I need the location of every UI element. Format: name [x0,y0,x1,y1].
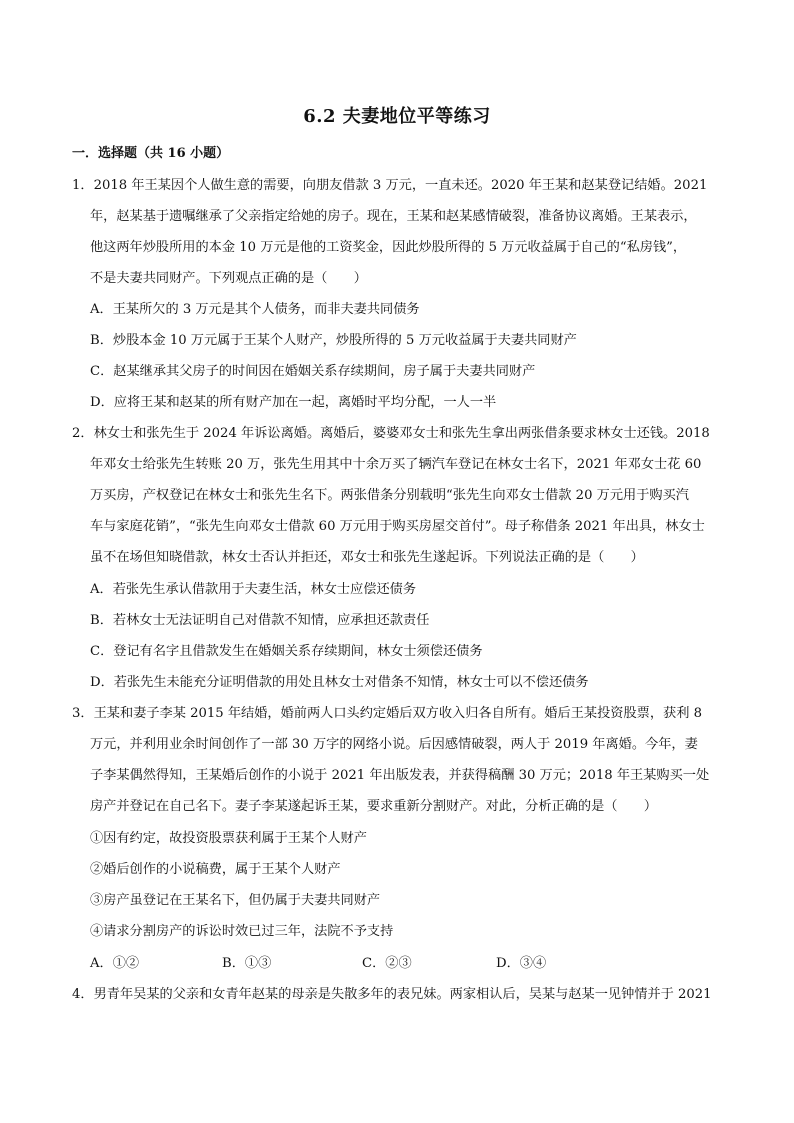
question-3-line-4: 房产并登记在自己名下。妻子李某遂起诉王某，要求重新分割财产。对此，分析正确的是（ ） [90,799,658,814]
question-3-statement-1: ①因有约定，故投资股票获利属于王某个人财产 [90,831,367,846]
question-1-line-4: 不是夫妻共同财产。下列观点正确的是（ ） [90,271,367,286]
question-3-statement-2: ②婚后创作的小说稿费，属于王某个人财产 [90,862,341,877]
question-2-line-4: 车与家庭花销”，“张先生向邓女士借款 60 万元用于购买房屋交首付”。母子称借条 2021 年出具，林女士 [90,519,705,534]
question-2-line-1: 2．林女士和张先生于 2024 年诉讼离婚。离婚后，婆婆邓女士和张先生拿出两张借条要求林女士还钱。2018 [72,426,710,441]
question-1-option-d: D．应将王某和赵某的所有财产加在一起，离婚时平均分配，一人一半 [90,395,497,410]
question-3-line-3: 子李某偶然得知，王某婚后创作的小说于 2021 年出版发表，并获得稿酬 30 万元；2018 年王某购买一处 [90,768,710,783]
question-2-option-b: B．若林女士无法证明自己对借款不知情，应承担还款责任 [90,613,430,628]
question-1-line-1: 1．2018 年王某因个人做生意的需要，向朋友借款 3 万元，一直未还。2020 年王某和赵某登记结婚。2021 [72,178,708,193]
question-3-statement-3: ③房产虽登记在王某名下，但仍属于夫妻共同财产 [90,893,381,908]
question-3-options-row [90,954,650,976]
question-1-option-b: B．炒股本金 10 万元属于王某个人财产，炒股所得的 5 万元收益属于夫妻共同财产 [90,333,577,348]
question-2-line-5: 虽不在场但知晓借款，林女士否认并拒还，邓女士和张先生遂起诉。下列说法正确的是（ ） [90,550,644,565]
question-3-line-2: 万元，并利用业余时间创作了一部 30 万字的网络小说。后因感情破裂，两人于 2019 年离婚。今年，妻 [90,737,698,752]
question-3-option-b: B．①③ [222,956,272,971]
question-2-option-d: D．若张先生未能充分证明借款的用处且林女士对借条不知情，林女士可以不偿还债务 [90,675,589,690]
question-2-option-c: C．登记有名字且借款发生在婚姻关系存续期间，林女士须偿还债务 [90,644,483,659]
question-1-option-a: A．王某所欠的 3 万元是其个人债务，而非夫妻共同债务 [90,302,420,317]
question-2-option-a: A．若张先生承认借款用于夫妻生活，林女士应偿还债务 [90,582,417,597]
page-title: 6.2 夫妻地位平等练习 [303,106,491,127]
question-1-option-c: C．赵某继承其父房子的时间因在婚姻关系存续期间，房子属于夫妻共同财产 [90,364,536,379]
question-2-line-2: 年邓女士给张先生转账 20 万，张先生用其中十余万买了辆汽车登记在林女士名下，2021 年邓女士花 60 [90,457,702,472]
question-3-option-d: D．③④ [496,956,547,971]
question-2-line-3: 万买房，产权登记在林女士和张先生名下。两张借条分别载明“张先生向邓女士借款 20 万元用于购买汽 [90,488,689,503]
section-heading: 一．选择题（共 16 小题） [72,146,230,161]
question-1-line-3: 他这两年炒股所用的本金 10 万元是他的工资奖金，因此炒股所得的 5 万元收益属于自己的“私房钱”， [90,240,687,255]
question-4-line-1: 4．男青年吴某的父亲和女青年赵某的母亲是失散多年的表兄妹。两家相认后，吴某与赵某一见钟情并于 2021 [72,987,712,1002]
question-3-option-c: C．②③ [362,956,412,971]
question-3-option-a: A．①② [90,956,140,971]
question-3-statement-4: ④请求分割房产的诉讼时效已过三年，法院不予支持 [90,924,394,939]
question-3-line-1: 3．王某和妻子李某 2015 年结婚，婚前两人口头约定婚后双方收入归各自所有。婚后王某投资股票，获利 8 [72,706,702,721]
question-1-line-2: 年，赵某基于遗嘱继承了父亲指定给她的房子。现在，王某和赵某感情破裂，准备协议离婚。王某表示， [90,209,697,224]
